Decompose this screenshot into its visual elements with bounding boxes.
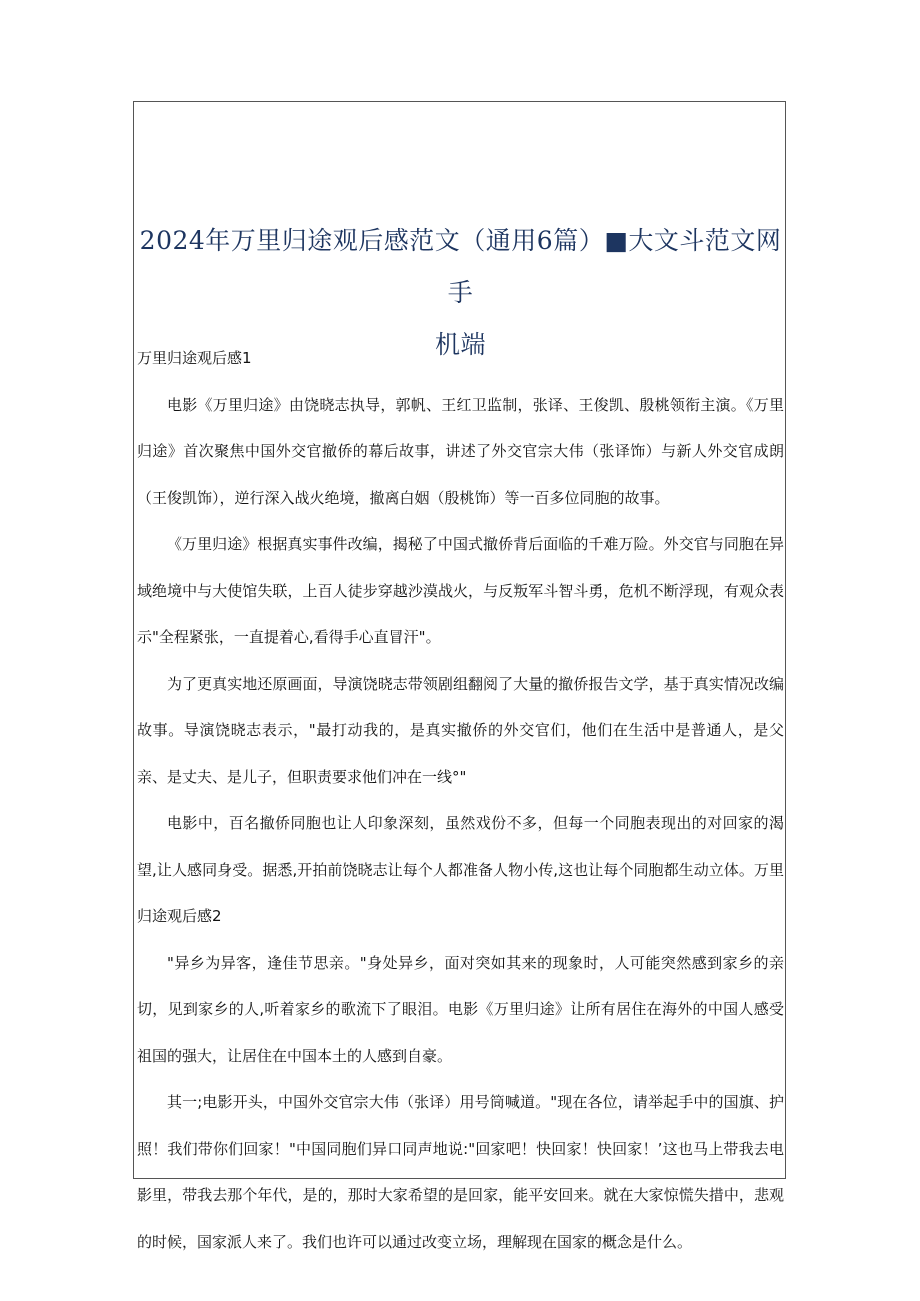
paragraph: 为了更真实地还原画面，导演饶晓志带领剧组翻阅了大量的撤侨报告文学，基于真实情况改编故事。导演饶晓志表示，"最打动我的，是真实撤侨的外交官们，他们在生活中是普通人，是父亲、是丈夫、是儿子，但职责要求他们冲在一线°" xyxy=(137,674,784,786)
title-line-1: 2024年万里归途观后感范文（通用6篇）■大文斗范文网手 xyxy=(139,226,782,307)
section-heading: 万里归途观后感1 xyxy=(137,349,252,367)
paragraph: 《万里归途》根据真实事件改编，揭秘了中国式撤侨背后面临的千难万险。外交官与同胞在异域绝境中与大使馆失联，上百人徒步穿越沙漠战火，与反叛军斗智斗勇，危机不断浮现，有观众表示"全程紧张，一直提着心,看得手心直冒汗"。 xyxy=(137,535,784,646)
paragraph: 其一;电影开头，中国外交官宗大伟（张译）用号筒喊道。"现在各位，请举起手中的国旗、护照！我们带你们回家！"中国同胞们异口同声地说:"回家吧！快回家！快回家！’这也马上带我去电影里，带我去那个年代，是的，那时大家希望的是回家，能平安回来。就在大家惊慌失措中，悲观的时候，国家派人来了。我们也许可以通过改变立场，理解现在国家的概念是什么。 xyxy=(137,1093,784,1251)
document-page xyxy=(133,101,786,1251)
paragraph: 电影中，百名撤侨同胞也让人印象深刻，虽然戏份不多，但每一个同胞表现出的对回家的渴望,让人感同身受。据悉,开拍前饶晓志让每个人都准备人物小传,这也让每个同胞都生动立体。万里归途观后感2 xyxy=(137,814,784,925)
document-body xyxy=(137,335,784,1265)
paragraph: "异乡为异客，逢佳节思亲。"身处异乡，面对突如其来的现象时，人可能突然感到家乡的亲切，见到家乡的人,听着家乡的歌流下了眼泪。电影《万里归途》让所有居住在海外的中国人感受祖国的强大，让居住在中国本土的人感到自豪。 xyxy=(137,953,784,1065)
paragraph: 电影《万里归途》由饶晓志执导，郭帆、王红卫监制，张译、王俊凯、殷桃领衔主演。《万里归途》首次聚焦中国外交官撤侨的幕后故事，讲述了外交官宗大伟（张译饰）与新人外交官成朗（王俊凯饰），逆行深入战火绝境，撤离白姻（殷桃饰）等一百多位同胞的故事。 xyxy=(137,395,784,507)
title-line-2: 机端 xyxy=(434,330,486,359)
